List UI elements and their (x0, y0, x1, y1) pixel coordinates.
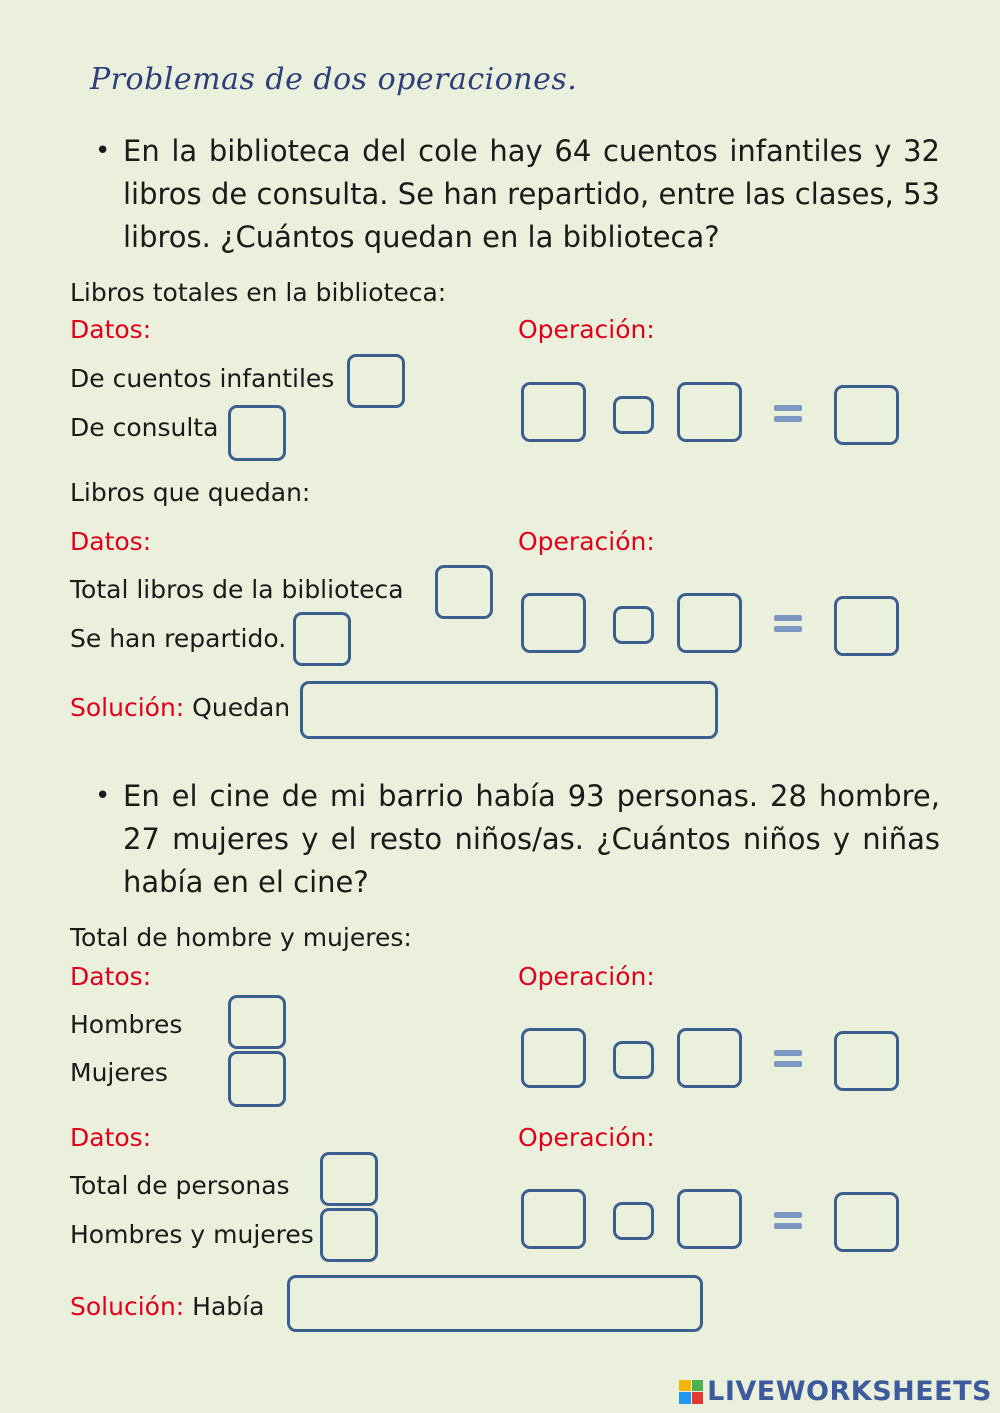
operand-box[interactable] (677, 593, 742, 653)
answer-box[interactable] (293, 612, 351, 666)
solution-row (70, 1292, 264, 1321)
operand-box[interactable] (677, 1028, 742, 1088)
data-item-label: De cuentos infantiles (70, 364, 335, 393)
worksheet-title: Problemas de dos operaciones. (90, 62, 578, 97)
operacion-label: Operación: (518, 527, 655, 556)
solution-label: Solución: (70, 693, 185, 722)
answer-box[interactable] (228, 405, 286, 461)
data-item-label: Total libros de la biblioteca (70, 575, 404, 604)
operator-box[interactable] (613, 606, 654, 644)
result-box[interactable] (834, 385, 899, 445)
bullet-icon: • (95, 781, 111, 811)
answer-box[interactable] (228, 995, 286, 1049)
operand-box[interactable] (521, 1028, 586, 1088)
data-item-label: Hombres y mujeres (70, 1220, 314, 1249)
operand-box[interactable] (521, 1189, 586, 1249)
data-item-label: Total de personas (70, 1171, 290, 1200)
data-item-label: Se han repartido. (70, 624, 287, 653)
data-item-label: Hombres (70, 1010, 183, 1039)
operacion-label: Operación: (518, 962, 655, 991)
logo-text: LIVEWORKSHEETS (707, 1376, 992, 1407)
result-box[interactable] (834, 1192, 899, 1252)
datos-label: Datos: (70, 527, 152, 556)
liveworksheets-logo (679, 1376, 992, 1407)
answer-box[interactable] (320, 1152, 378, 1206)
datos-label: Datos: (70, 1123, 152, 1152)
bullet-icon: • (95, 136, 111, 166)
solution-text: Quedan (192, 693, 291, 722)
operand-box[interactable] (677, 382, 742, 442)
operand-box[interactable] (521, 382, 586, 442)
operator-box[interactable] (613, 1041, 654, 1079)
section-heading: Total de hombre y mujeres: (70, 923, 412, 952)
datos-label: Datos: (70, 962, 152, 991)
section-heading: Libros que quedan: (70, 478, 311, 507)
solution-row (70, 693, 290, 722)
data-item-label: Mujeres (70, 1058, 168, 1087)
answer-box[interactable] (347, 354, 405, 408)
solution-answer-box[interactable] (300, 681, 718, 739)
operand-box[interactable] (521, 593, 586, 653)
equals-icon (774, 615, 802, 637)
equals-icon (774, 1212, 802, 1234)
equals-icon (774, 405, 802, 427)
datos-label: Datos: (70, 315, 152, 344)
answer-box[interactable] (228, 1051, 286, 1107)
solution-text: Había (192, 1292, 265, 1321)
operacion-label: Operación: (518, 1123, 655, 1152)
data-item-label: De consulta (70, 413, 219, 442)
solution-label: Solución: (70, 1292, 185, 1321)
answer-box[interactable] (320, 1208, 378, 1262)
answer-box[interactable] (435, 565, 493, 619)
problem-2-text: En el cine de mi barrio había 93 personas. 28 hombre, 27 mujeres y el resto niños/as. ¿Cuántos niños y niñas había en el cine? (123, 779, 940, 899)
operacion-label: Operación: (518, 315, 655, 344)
operator-box[interactable] (613, 396, 654, 434)
problem-1-text: En la biblioteca del cole hay 64 cuentos infantiles y 32 libros de consulta. Se han repartido, entre las clases, 53 libros. ¿Cuántos quedan en la biblioteca? (123, 134, 940, 254)
operator-box[interactable] (613, 1202, 654, 1240)
liveworksheets-logo-icon (679, 1380, 703, 1404)
equals-icon (774, 1050, 802, 1072)
result-box[interactable] (834, 1031, 899, 1091)
section-heading: Libros totales en la biblioteca: (70, 278, 447, 307)
problem-2-statement (95, 775, 940, 904)
operand-box[interactable] (677, 1189, 742, 1249)
solution-answer-box[interactable] (287, 1275, 703, 1332)
problem-1-statement (95, 130, 940, 259)
result-box[interactable] (834, 596, 899, 656)
